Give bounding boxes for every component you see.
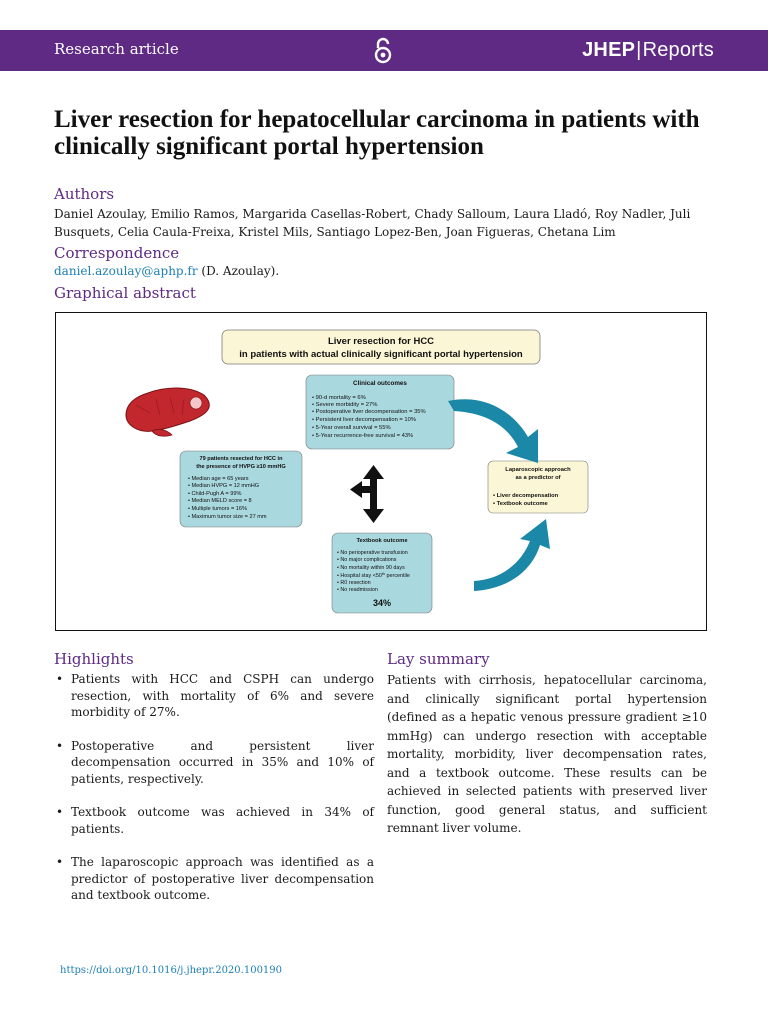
correspondence-line (54, 262, 714, 280)
ga-textbook-item: • No mortality within 90 days (337, 565, 405, 571)
curved-arrow-down-icon (448, 399, 538, 463)
correspondence-suffix: (D. Azoulay). (197, 264, 280, 278)
article-type-label: Research article (54, 40, 179, 58)
authors-heading: Authors (54, 185, 115, 203)
correspondence-heading: Correspondence (54, 244, 180, 262)
bullet-icon: • (56, 738, 64, 753)
ga-laparoscopic-item: • Liver decompensation (493, 493, 559, 499)
highlights-list (54, 671, 374, 904)
ga-clinical-item: • Persistent liver decompensation = 10% (312, 417, 417, 423)
ga-patients-item: • Median HVPG = 12 mmHG (188, 483, 260, 489)
ga-patients-item: • Median age = 65 years (188, 476, 249, 482)
ga-patients-heading2: the presence of HVPG ≥10 mmHG (196, 464, 286, 470)
authors-list: Daniel Azoulay, Emilio Ramos, Margarida Casellas-Robert, Chady Salloum, Laura Lladó, Roy Nadler, Juli Busquets, Celia Caula-Freixa, Kristel Mils, Santiago Lopez-Ben, Joan Figueras, Chetana Lim (54, 207, 691, 239)
ga-patients-item: • Maximum tumor size = 27 mm (188, 514, 267, 520)
graphical-abstract-heading: Graphical abstract (54, 284, 196, 302)
highlight-item: • Textbook outcome was achieved in 34% of patients. (56, 805, 374, 836)
ga-textbook-item: • No readmission (337, 587, 378, 593)
curved-arrow-up-icon (474, 519, 550, 591)
highlights-heading: Highlights (54, 650, 134, 668)
ga-clinical-item: • Postoperative liver decompensation = 35% (312, 409, 426, 415)
ga-laparoscopic-item: • Textbook outcome (493, 501, 548, 507)
open-access-icon (372, 37, 394, 65)
highlight-item: • Postoperative and persistent liver decompensation occurred in 35% and 10% of patients, respectively. (56, 738, 374, 786)
graphical-abstract (55, 312, 707, 631)
ga-patients-item: • Child-Pugh A = 99% (188, 491, 242, 497)
ga-clinical-heading: Clinical outcomes (353, 380, 407, 387)
graphical-abstract-figure (56, 313, 706, 630)
ga-patients-heading1: 79 patients resected for HCC in (199, 456, 283, 462)
article-title: Liver resection for hepatocellular carcinoma in patients with clinically significant portal hypertension (54, 106, 700, 160)
ga-patients-item: • Median MELD score = 8 (188, 498, 252, 504)
ga-textbook-item: • No perioperative transfusion (337, 550, 408, 556)
liver-icon (126, 388, 209, 436)
ga-textbook-value: 34% (372, 598, 392, 608)
ga-textbook-item: • R0 resection (337, 580, 371, 586)
ga-title-line1: Liver resection for HCC (327, 336, 435, 347)
ga-clinical-item: • 90-d mortality = 6% (312, 395, 366, 401)
journal-logo[interactable]: JHEP|Reports (582, 39, 714, 61)
journal-header-bar (0, 30, 768, 71)
ga-clinical-item: • Severe morbidity = 27% (312, 402, 378, 408)
ga-textbook-item: • Hospital stay <50th percentile (337, 572, 410, 579)
correspondence-email-link[interactable]: daniel.azoulay@aphp.fr (54, 264, 198, 278)
ga-textbook-item: • No major complications (337, 557, 397, 563)
ga-textbook-heading: Textbook outcome (356, 538, 408, 544)
lay-summary-section (387, 650, 707, 838)
bullet-icon: • (56, 805, 64, 819)
ga-laparoscopic-heading2: as a predictor of (515, 475, 561, 481)
highlight-item: • Patients with HCC and CSPH can undergo resection, with mortality of 6% and severe morbidity of 27%. (56, 672, 374, 719)
highlight-item: • The laparoscopic approach was identified as a predictor of postoperative liver decompensation and textbook outcome. (56, 855, 374, 902)
doi-link[interactable]: https://doi.org/10.1016/j.jhepr.2020.100190 (60, 965, 283, 976)
bullet-icon: • (56, 855, 64, 869)
highlights-section (54, 650, 374, 921)
ga-laparoscopic-heading1: Laparoscopic approach (505, 467, 571, 473)
ga-patients-item: • Multiple tumors = 16% (188, 506, 248, 512)
ga-clinical-item: • 5-Year overall survival = 55% (312, 425, 391, 431)
lay-summary-text: Patients with cirrhosis, hepatocellular carcinoma, and clinically significant portal hypertension (defined as a hepatic venous pressure gradient ≥10 mmHg) can undergo resection with acceptable mortality, morbidity, liver decompensation rates, and a textbook outcome. These results can be achieved in selected patients with preserved liver function, good general status, and sufficient remnant liver volume. (387, 673, 707, 835)
bullet-icon: • (56, 672, 64, 686)
three-way-arrow-icon (350, 465, 384, 523)
ga-title-line2: in patients with actual clinically significant portal hypertension (239, 349, 523, 360)
lay-summary-heading: Lay summary (387, 650, 490, 668)
ga-clinical-item: • 5-Year recurrence-free survival = 43% (312, 433, 414, 439)
